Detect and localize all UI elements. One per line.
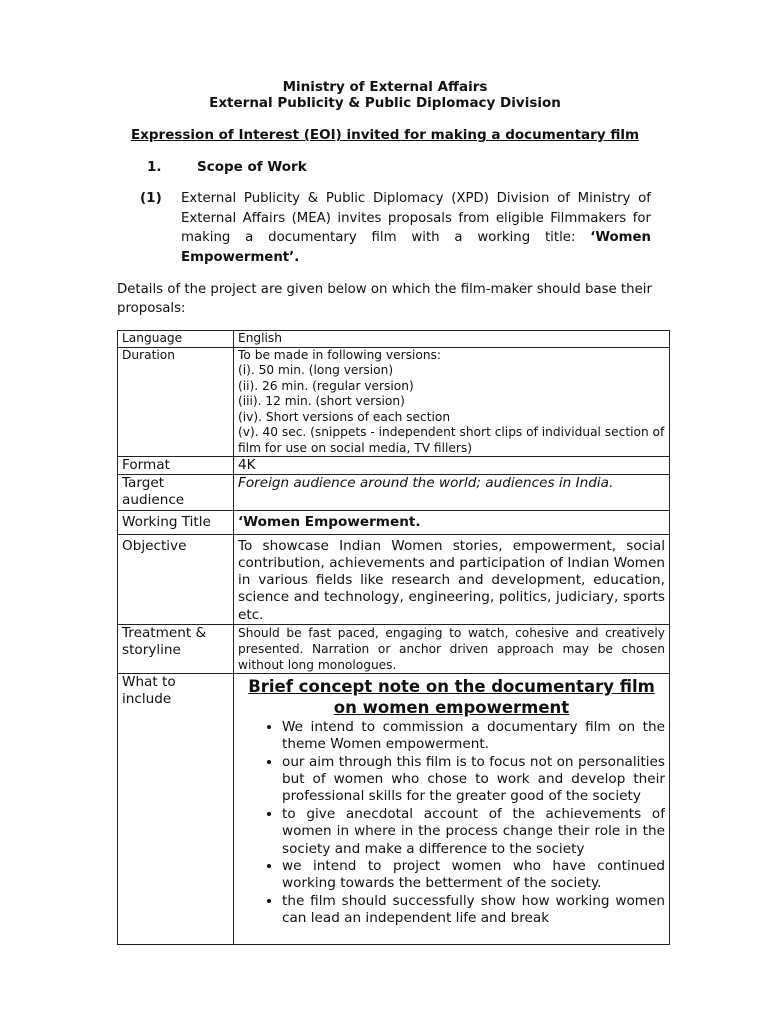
objective-value: To showcase Indian Women stories, empowerment, social contribution, achievements and participation of Indian Women in various fields like research and development, education, science and technology, engineering, politics, judiciary, sports etc. <box>234 534 670 624</box>
duration-line: (v). 40 sec. (snippets - independent short clips of individual section of film for use on social media, TV fillers) <box>238 425 665 455</box>
table-row <box>118 475 670 510</box>
concept-bullet-list <box>238 719 665 928</box>
list-item: • to give anecdotal account of the achievements of women in where in the process change their role in the society and make a difference to the society <box>282 806 665 858</box>
intro-text: External Publicity & Public Diplomacy (XPD) Division of Ministry of External Affairs (MEA) invites proposals from eligible Filmmakers for making a documentary film with a working title: <box>181 191 651 245</box>
division-heading: External Publicity & Public Diplomacy Division <box>209 95 561 111</box>
scope-heading <box>147 159 307 175</box>
what-to-include-label: What to include <box>118 673 234 944</box>
list-item: • We intend to commission a documentary film on the theme Women empowerment. <box>282 719 665 754</box>
duration-label: Duration <box>118 347 234 457</box>
scope-number: 1. <box>147 159 162 175</box>
treatment-label: Treatment & storyline <box>118 624 234 673</box>
intro-number: (1) <box>140 190 162 206</box>
eoi-title: Expression of Interest (EOI) invited for making a documentary film <box>130 127 640 143</box>
ministry-heading: Ministry of External Affairs <box>282 79 488 95</box>
list-item: • the film should successfully show how working women can lead an independent life and break <box>282 893 665 928</box>
treatment-value: Should be fast paced, engaging to watch, cohesive and creatively presented. Narration or anchor driven approach may be chosen without long monologues. <box>234 624 670 673</box>
table-row <box>118 673 670 944</box>
duration-line: (i). 50 min. (long version) <box>238 363 394 377</box>
table-row <box>118 457 670 475</box>
table-row <box>118 510 670 534</box>
duration-value <box>234 347 670 457</box>
intro-working-title: ‘Women Empowerment’. <box>181 230 651 265</box>
target-audience-label: Target audience <box>118 475 234 510</box>
duration-line: To be made in following versions: <box>238 347 442 362</box>
duration-line: (iv). Short versions of each section <box>238 409 451 424</box>
working-title-label: Working Title <box>118 510 234 534</box>
what-to-include-value <box>234 673 670 944</box>
table-row <box>118 347 670 457</box>
target-audience-value: Foreign audience around the world; audiences in India. <box>234 475 670 510</box>
intro-paragraph <box>181 189 651 267</box>
working-title-value: ‘Women Empowerment. <box>234 510 670 534</box>
format-label: Format <box>118 457 234 475</box>
table-row <box>118 331 670 348</box>
concept-note-heading: Brief concept note on the documentary film on women empowerment <box>248 676 655 717</box>
duration-line: (iii). 12 min. (short version) <box>238 394 405 408</box>
list-item: • our aim through this film is to focus not on personalities but of women who chose to work and develop their professional skills for the greater good of the society <box>282 754 665 806</box>
scope-title: Scope of Work <box>197 159 307 175</box>
language-value: English <box>234 331 670 348</box>
list-item: • we intend to project women who have continued working towards the betterment of the society. <box>282 858 665 893</box>
table-row <box>118 534 670 624</box>
objective-label: Objective <box>118 534 234 624</box>
format-value: 4K <box>234 457 670 475</box>
table-row <box>118 624 670 673</box>
details-paragraph: Details of the project are given below on which the film-maker should base their proposals: <box>117 282 652 316</box>
duration-line: (ii). 26 min. (regular version) <box>238 378 414 393</box>
language-label: Language <box>118 331 234 348</box>
project-details-table <box>117 330 670 945</box>
